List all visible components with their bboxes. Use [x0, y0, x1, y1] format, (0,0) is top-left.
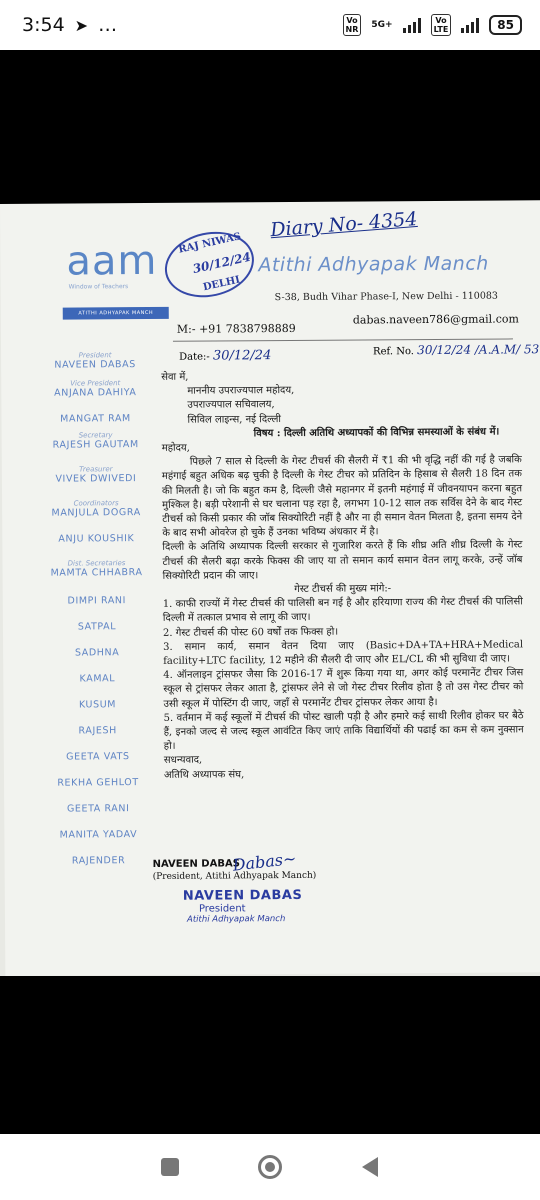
member — [37, 673, 157, 685]
member — [36, 533, 156, 545]
member — [39, 855, 159, 867]
salutation-to: सेवा में, — [161, 371, 189, 383]
member — [38, 725, 158, 737]
member — [38, 829, 158, 841]
paragraph-2: दिल्ली के अतिथि अध्यापक दिल्ली सरकार से गुजारिश करते हैं कि शीघ्र अति शीघ्र दिल्ली के गेस्ट टीचर्स की सैलरी बढ़ा करके फिक्स की जाए या तो समान कार्य समान वेतन लागू करके, उन्हें जॉब सिक्योरिटी प्रदान की जाए। — [162, 539, 523, 582]
member — [36, 465, 156, 485]
org-address: S-38, Budh Vihar Phase-I, New Delhi - 110083 — [274, 290, 498, 304]
demand-item: 3. समान कार्य, समान वेतन दिया जाए (Basic+DA+TA+HRA+Medical facility+LTC facility, 12 महीने की सैलरी दी जाए और EL/CL की भी सुविधा दी जाए। — [163, 639, 524, 667]
volte-lte-icon: Vo LTE — [431, 14, 452, 36]
member-name: DIMPI RANI — [67, 595, 127, 607]
demand-item: 1. काफी राज्यों में गेस्ट टीचर्स की पालिसी बन गई है और हरियाणा राज्य की गेस्ट टीचर्स की पालिसी दिल्ली में तत्काल प्रभाव से लागू की जाए। — [162, 596, 523, 625]
date-label: Date:- — [179, 351, 210, 363]
header-divider — [173, 338, 513, 341]
org-name: Atithi Adhyapak Manch — [258, 252, 489, 277]
member-name: MAMTA CHHABRA — [50, 567, 143, 579]
greeting: महोदय, — [161, 442, 190, 454]
member-role: Treasurer — [79, 465, 113, 474]
member — [37, 621, 157, 633]
home-button[interactable] — [250, 1147, 290, 1187]
signal-icon — [403, 17, 421, 33]
member-name: GEETA VATS — [66, 751, 130, 763]
stamp-line3: DELHI — [202, 274, 242, 294]
closing-org: अतिथि अध्यापक संघ, — [163, 768, 245, 781]
member — [38, 803, 158, 815]
member — [36, 431, 156, 451]
status-right — [343, 14, 522, 36]
closing-thanks: सधन्यवाद, — [163, 755, 203, 767]
demand-item: 5. वर्तमान में कई स्कूलों में टीचर्स की पोस्ट खाली पड़ी है और हमारे कई साथी रिलीव होकर घर बैठे हैं, इनको जल्द से जल्द स्कूल आवंटित किए जाएं ताकि विद्यार्थियों की पढाई का कम से कम नुक्सान हो। — [163, 710, 524, 753]
back-button[interactable] — [350, 1147, 390, 1187]
seal-name: NAVEEN DABAS — [182, 887, 303, 904]
member — [35, 379, 155, 399]
member — [35, 413, 155, 425]
member-name: KAMAL — [79, 673, 116, 685]
member-name: SADHNA — [74, 647, 120, 659]
recipient-line: उपराज्यपाल सचिवालय, — [187, 399, 275, 412]
member-role: President — [78, 351, 112, 360]
paragraph-1: पिछले 7 साल से दिल्ली के गेस्ट टीचर्स की सैलरी में ₹1 की भी वृद्धि नहीं की गई है जबकि महंगाई बहुत अधिक बढ़ चुकी है दिल्ली के गेस्ट टीचर को प्रतिदिन के हिसाब से सैलरी 18 दिन तक की मिलती है। जो कि बहुत कम है, दिल्ली जैसे महानगर में इतनी महंगाई में जीवनयापन करना बहुत मुश्किल है। बड़ी परेशानी से घर चलाना पड़ रहा है, लगभग 10-12 साल तक सर्विस देने के बाद गेस्ट टीचर्स को किसी प्रकार की जॉब सिक्योरिटी नहीं है और ना ही समान वेतन मिलता है, इतना समय देने के बाद सभी ओवरेज हो चुके हैं उनका भविष्य अंधकार में है। — [161, 454, 523, 540]
member-list — [35, 351, 155, 867]
member — [37, 699, 157, 711]
member — [35, 351, 155, 371]
letter-ref — [373, 342, 539, 357]
stamp-line1: RAJ NIWAS — [177, 231, 243, 256]
ref-label: Ref. No. — [373, 346, 415, 358]
member-name: GEETA RANI — [66, 803, 130, 815]
stamp-line2: 30/12/24 — [191, 249, 253, 277]
member-role: Vice President — [70, 379, 121, 388]
clock: 3:54 — [22, 14, 65, 36]
letter-photo — [0, 200, 540, 976]
member — [37, 647, 157, 659]
handwritten-signature: Dabas~ — [231, 848, 298, 875]
member — [38, 777, 158, 789]
member-role: Coordinators — [73, 499, 119, 508]
recents-button[interactable] — [150, 1147, 190, 1187]
seal-org: Atithi Adhyapak Manch — [186, 914, 286, 925]
date-value: 30/12/24 — [212, 348, 272, 364]
raj-niwas-stamp — [159, 224, 261, 306]
logo-tagline: Window of Teachers — [68, 283, 129, 291]
logo-band: ATITHI ADHYAPAK MANCH — [63, 307, 169, 320]
telegram-icon: ➤ — [74, 15, 89, 35]
letter-subject: विषय : दिल्ली अतिथि अध्यापकों की विभिन्न समस्याओं के संबंध में। — [253, 426, 500, 440]
status-bar — [0, 0, 540, 50]
signatory-title: (President, Atithi Adhyapak Manch) — [152, 870, 317, 882]
member-name: MANJULA DOGRA — [51, 507, 141, 519]
demand-item: 2. गेस्ट टीचर्स की पोस्ट 60 वर्षों तक फिक्स हो। — [162, 626, 339, 639]
seal-role: President — [198, 903, 246, 915]
member — [38, 751, 158, 763]
org-phone: M:- +91 7838798889 — [176, 321, 296, 336]
member-name: ANJU KOUSHIK — [58, 533, 135, 545]
ref-value: 30/12/24 /A.A.M/ 53 — [417, 342, 540, 358]
member — [36, 559, 156, 579]
demand-item: 4. ऑनलाइन ट्रांसफर जैसा कि 2016-17 में शुरू किया गया था, अगर कोई परमानेंट टीचर जिस स्कूल से ट्रांसफर लेकर आता है, ट्रांसफर लेने से जो गेस्ट टीचर रिलीव होता है तो उस गेस्ट टीचर को उसी स्कूल में पोस्टिंग दी जाए, जहाँ से परमानेंट टीचर ट्रांसफर लेकर आया है। — [163, 667, 524, 710]
signatory-name: NAVEEN DABAS — [152, 858, 240, 870]
president-seal — [183, 888, 303, 925]
diary-number: Diary No- 4354 — [269, 207, 419, 242]
battery-icon: 85 — [489, 15, 522, 35]
member-name: KUSUM — [78, 699, 117, 711]
status-left — [22, 14, 117, 36]
signal-icon-2 — [461, 17, 479, 33]
member — [37, 595, 157, 607]
home-icon — [258, 1155, 282, 1179]
logo-text: aam — [66, 237, 158, 285]
member-role: Secretary — [78, 431, 113, 440]
member-name: REKHA GEHLOT — [57, 777, 139, 789]
member-name: RAJESH — [78, 725, 117, 737]
back-icon — [362, 1157, 378, 1177]
letter-date — [179, 348, 271, 364]
member-name: NAVEEN DABAS — [54, 359, 136, 371]
org-email: dabas.naveen786@gmail.com — [352, 312, 519, 327]
aam-logo — [66, 239, 176, 291]
network-type: 5G+ — [371, 20, 393, 30]
recents-icon — [161, 1158, 179, 1176]
member-name: VIVEK DWIVEDI — [55, 473, 137, 485]
letter-body — [161, 368, 524, 782]
volte-nr-icon: Vo NR — [343, 14, 362, 36]
member-name: SATPAL — [77, 621, 117, 633]
recipient-line: माननीय उपराज्यपाल महोदय, — [187, 385, 295, 397]
navigation-bar — [0, 1134, 540, 1200]
member-name: MANGAT RAM — [60, 413, 131, 425]
member-role: Dist. Secretaries — [67, 559, 126, 568]
recipient-line: सिविल लाइन्स, नई दिल्ली — [187, 413, 282, 426]
member-name: RAJESH GAUTAM — [52, 439, 139, 451]
member-name: MANITA YADAV — [59, 829, 138, 841]
member — [36, 499, 156, 519]
more-notifications-icon: … — [98, 14, 118, 36]
demands-title: गेस्ट टीचर्स की मुख्य मांगे:- — [294, 583, 392, 596]
member-name: ANJANA DAHIYA — [54, 387, 137, 399]
member-name: RAJENDER — [71, 855, 126, 867]
